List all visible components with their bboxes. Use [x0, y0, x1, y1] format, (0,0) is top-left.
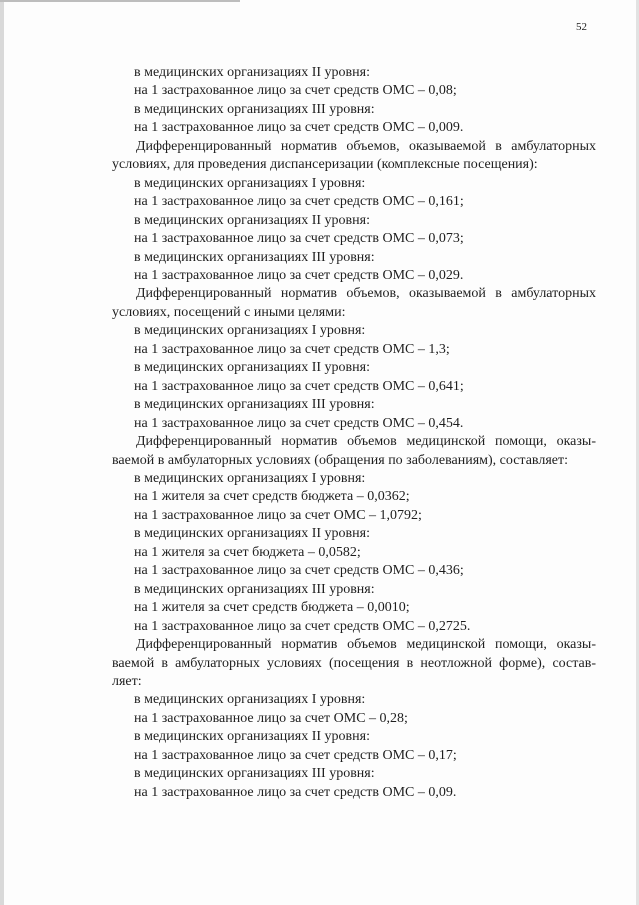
norm-value-line: на 1 застрахованное лицо за счет средств ОМС – 0,2725.	[134, 618, 471, 634]
paragraph-first-line: Дифференцированный норматив объемов медицинской помощи, оказы-	[136, 637, 596, 653]
norm-value-line: на 1 застрахованное лицо за счет средств ОМС – 0,436;	[134, 563, 464, 579]
paragraph-continuation-line: условиях, посещений с иными целями:	[112, 304, 346, 320]
organization-level-line: в медицинских организациях II уровня:	[134, 729, 370, 745]
norm-value-line: на 1 застрахованное лицо за счет средств ОМС – 0,161;	[134, 194, 464, 210]
scan-top-rule	[0, 0, 240, 2]
organization-level-line: в медицинских организациях I уровня:	[134, 470, 366, 486]
organization-level-line: в медицинских организациях I уровня:	[134, 175, 366, 191]
norm-value-line: на 1 застрахованное лицо за счет средств ОМС – 0,09.	[134, 784, 457, 800]
norm-value-line: на 1 застрахованное лицо за счет средств ОМС – 0,073;	[134, 231, 464, 247]
organization-level-line: в медицинских организациях III уровня:	[134, 249, 375, 265]
organization-level-line: в медицинских организациях II уровня:	[134, 526, 370, 542]
paragraph-first-line: Дифференцированный норматив объемов, оказываемой в амбулаторных	[136, 286, 596, 302]
norm-value-line: на 1 застрахованное лицо за счет средств ОМС – 0,641;	[134, 378, 464, 394]
scan-edge-left	[0, 0, 4, 905]
organization-level-line: в медицинских организациях III уровня:	[134, 581, 375, 597]
norm-value-line: на 1 застрахованное лицо за счет средств ОМС – 0,08;	[134, 83, 457, 99]
paragraph-continuation-line: условиях, для проведения диспансеризации (комплексные посещения):	[112, 157, 538, 173]
organization-level-line: в медицинских организациях II уровня:	[134, 212, 370, 228]
paragraph-continuation-line: ваемой в амбулаторных условиях (обращения по заболеваниям), составляет:	[112, 452, 569, 468]
paragraph-first-line: Дифференцированный норматив объемов, оказываемой в амбулаторных	[136, 138, 596, 154]
organization-level-line: в медицинских организациях II уровня:	[134, 360, 370, 376]
page-number: 52	[576, 21, 587, 33]
paragraph-first-line: Дифференцированный норматив объемов медицинской помощи, оказы-	[136, 434, 596, 450]
norm-value-line: на 1 жителя за счет средств бюджета – 0,0362;	[134, 489, 410, 505]
organization-level-line: в медицинских организациях II уровня:	[134, 65, 370, 80]
norm-value-line: на 1 застрахованное лицо за счет средств ОМС – 0,454.	[134, 415, 464, 431]
paragraph-continuation-line: ляет:	[112, 673, 142, 689]
norm-value-line: на 1 застрахованное лицо за счет ОМС – 0,28;	[134, 710, 408, 726]
norm-value-line: на 1 застрахованное лицо за счет средств ОМС – 0,029.	[134, 267, 464, 283]
organization-level-line: в медицинских организациях III уровня:	[134, 766, 375, 782]
norm-value-line: на 1 застрахованное лицо за счет ОМС – 1,0792;	[134, 507, 422, 523]
organization-level-line: в медицинских организациях I уровня:	[134, 692, 366, 708]
norm-value-line: на 1 жителя за счет средств бюджета – 0,0010;	[134, 600, 410, 616]
organization-level-line: в медицинских организациях III уровня:	[134, 101, 375, 117]
document-body	[112, 64, 596, 802]
paragraph-continuation-line: ваемой в амбулаторных условиях (посещения в неотложной форме), состав-	[112, 655, 596, 671]
organization-level-line: в медицинских организациях I уровня:	[134, 323, 366, 339]
norm-value-line: на 1 застрахованное лицо за счет средств ОМС – 0,17;	[134, 747, 457, 763]
norm-value-line: на 1 застрахованное лицо за счет средств ОМС – 0,009.	[134, 120, 464, 136]
norm-value-line: на 1 застрахованное лицо за счет средств ОМС – 1,3;	[134, 341, 450, 357]
organization-level-line: в медицинских организациях III уровня:	[134, 397, 375, 413]
norm-value-line: на 1 жителя за счет бюджета – 0,0582;	[134, 544, 361, 560]
